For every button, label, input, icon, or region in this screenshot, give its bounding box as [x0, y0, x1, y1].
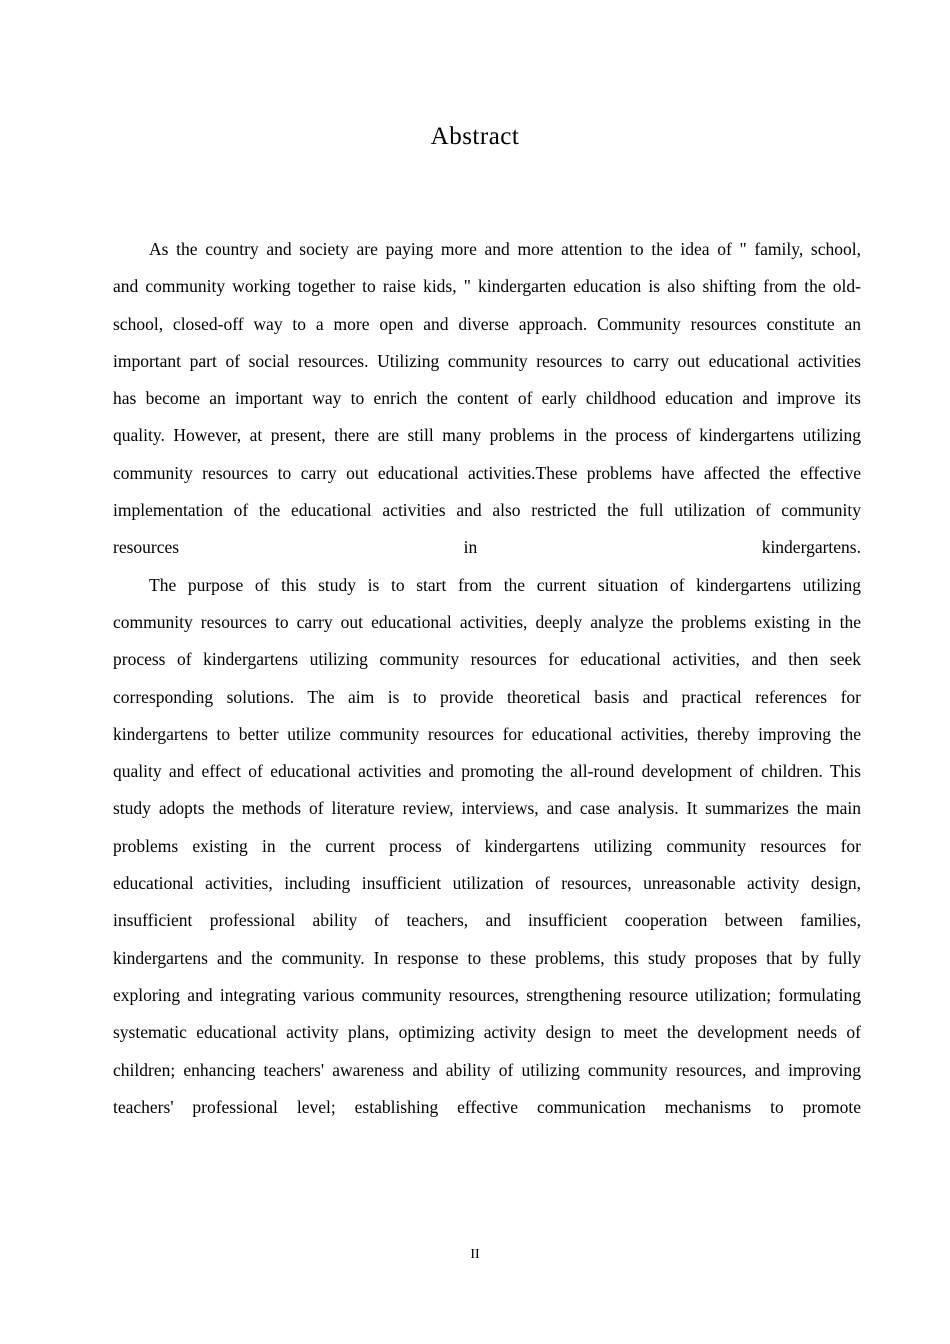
abstract-paragraph-2: The purpose of this study is to start from the current situation of kindergartens utilizing community resources to carry out educational activities, deeply analyze the problems existing in the process of kindergartens utilizing community resources for educational activities, and then seek corresponding solutions. The aim is to provide theoretical basis and practical references for kindergartens to better utilize community resources for educational activities, thereby improving the quality and effect of educational activities and promoting the all-round development of children. This study adopts the methods of literature review, interviews, and case analysis. It summarizes the main problems existing in the current process of kindergartens utilizing community resources for educational activities, including insufficient utilization of resources, unreasonable activity design, insufficient professional ability of teachers, and insufficient cooperation between families, kindergartens and the community. In response to these problems, this study proposes that by fully exploring and integrating various community resources, strengthening resource utilization; formulating systematic educational activity plans, optimizing activity design to meet the development needs of children; enhancing teachers' awareness and ability of utilizing community resources, and improving teachers' professional level; establishing effective communication mechanisms to promote	[113, 574, 861, 1117]
abstract-paragraph-1: As the country and society are paying more and more attention to the idea of " family, school, and community working together to raise kids, " kindergarten education is also shifting from the old-school, closed-off way to a more open and diverse approach. Community resources constitute an important part of social resources. Utilizing community resources to carry out educational activities has become an important way to enrich the content of early childhood education and improve its quality. However, at present, there are still many problems in the process of kindergartens utilizing community resources to carry out educational activities.These problems have affected the effective implementation of the educational activities and also restricted the full utilization of community resources in kindergartens.	[113, 239, 861, 558]
abstract-body	[0, 231, 950, 1126]
page-number: II	[470, 1247, 480, 1262]
page-title: Abstract	[430, 123, 520, 150]
